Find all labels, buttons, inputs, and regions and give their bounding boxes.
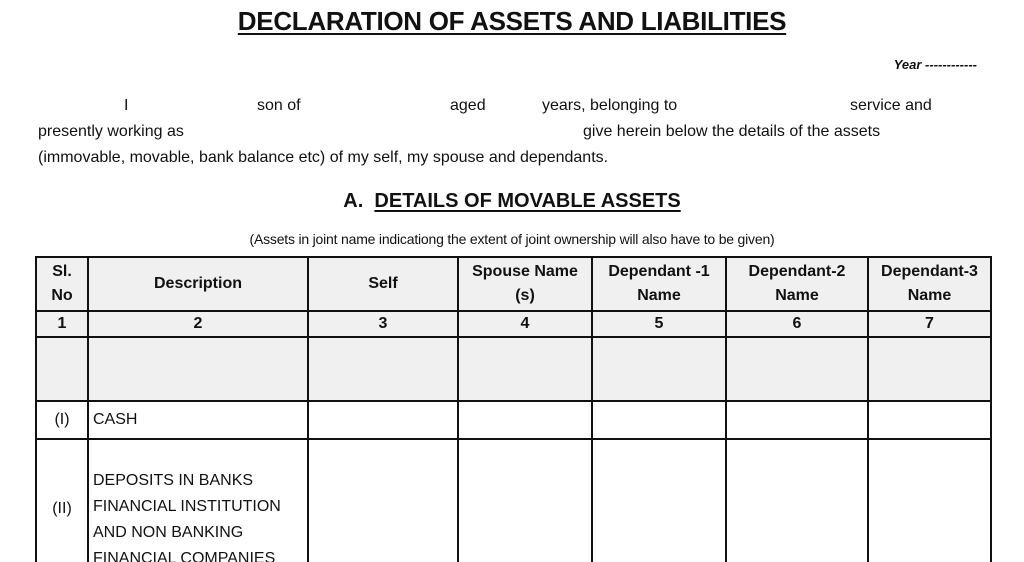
declaration-years-belonging: years, belonging to <box>542 97 678 114</box>
cell-description <box>88 439 308 562</box>
header-self: Self <box>308 257 458 311</box>
cell-dependant-2[interactable] <box>726 439 868 562</box>
section-a-title: DETAILS OF MOVABLE ASSETS <box>374 190 681 212</box>
declaration-line-3: (immovable, movable, bank balance etc) of my self, my spouse and dependants. <box>38 149 609 166</box>
column-number: 6 <box>726 311 868 337</box>
column-number: 1 <box>36 311 88 337</box>
table-header-row <box>36 257 991 311</box>
table-row-deposits <box>36 439 991 562</box>
cell-spouse[interactable] <box>458 401 592 439</box>
header-sl-no: Sl. No <box>36 257 88 311</box>
cell-self[interactable] <box>308 439 458 562</box>
cell-self[interactable] <box>308 401 458 439</box>
section-a-prefix: A. <box>343 190 364 212</box>
cell-dependant-2[interactable] <box>726 337 868 401</box>
description-line: DEPOSITS IN BANKS <box>93 472 254 489</box>
cell-spouse[interactable] <box>458 337 592 401</box>
declaration-working-as: presently working as <box>38 123 184 140</box>
cell-dependant-3[interactable] <box>868 401 991 439</box>
description-line: FINANCIAL COMPANIES <box>93 550 276 562</box>
column-number: 4 <box>458 311 592 337</box>
cell-dependant-1[interactable] <box>592 337 726 401</box>
table-row-cash <box>36 401 991 439</box>
cell-self[interactable] <box>308 337 458 401</box>
column-number: 5 <box>592 311 726 337</box>
header-dependant-1: Dependant -1 Name <box>592 257 726 311</box>
column-number-row <box>36 311 991 337</box>
declaration-word-i: I <box>124 97 129 114</box>
header-dependant-3: Dependant-3 Name <box>868 257 991 311</box>
column-number: 3 <box>308 311 458 337</box>
section-a-heading <box>0 190 1024 213</box>
cell-description: CASH <box>88 401 308 439</box>
header-dependant-2: Dependant-2 Name <box>726 257 868 311</box>
cell-sl[interactable] <box>36 337 88 401</box>
cell-dependant-3[interactable] <box>868 337 991 401</box>
header-spouse: Spouse Name (s) <box>458 257 592 311</box>
cell-spouse[interactable] <box>458 439 592 562</box>
movable-assets-table <box>35 256 992 562</box>
cell-dependant-1[interactable] <box>592 439 726 562</box>
cell-dependant-1[interactable] <box>592 401 726 439</box>
column-number: 2 <box>88 311 308 337</box>
description-line: AND NON BANKING <box>93 524 244 541</box>
cell-dependant-2[interactable] <box>726 401 868 439</box>
declaration-service-and: service and <box>850 97 932 114</box>
declaration-give-details: give herein below the details of the assets <box>583 123 881 140</box>
cell-sl: (II) <box>36 439 88 562</box>
description-line: FINANCIAL INSTITUTION <box>93 498 281 515</box>
column-number: 7 <box>868 311 991 337</box>
declaration-son-of: son of <box>257 97 301 114</box>
cell-dependant-3[interactable] <box>868 439 991 562</box>
cell-description[interactable] <box>88 337 308 401</box>
section-a-note: (Assets in joint name indicationg the extent of joint ownership will also have to be given) <box>249 231 775 247</box>
cell-sl: (I) <box>36 401 88 439</box>
header-description: Description <box>88 257 308 311</box>
year-label: Year ------------ <box>893 57 977 72</box>
declaration-aged: aged <box>450 97 486 114</box>
table-row-blank <box>36 337 991 401</box>
document-title: DECLARATION OF ASSETS AND LIABILITIES <box>237 6 787 36</box>
